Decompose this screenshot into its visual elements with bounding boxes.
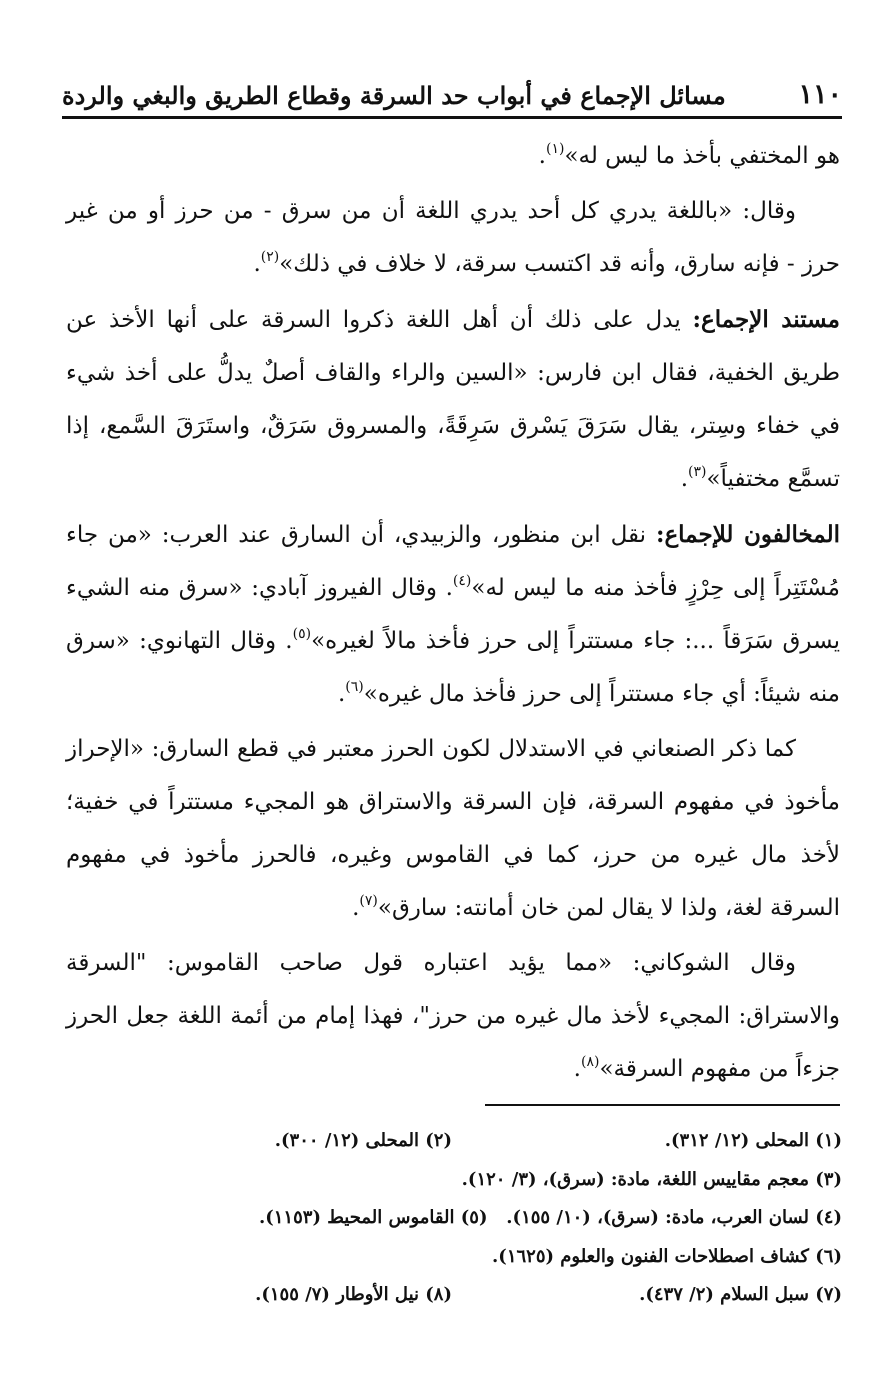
section-label: مستند الإجماع:: [692, 306, 841, 333]
footnote-row: [60, 1276, 842, 1315]
section-label: المخالفون للإجماع:: [655, 521, 841, 548]
footnote-4-5: (٤) لسان العرب، مادة: (سرق)، (١٠/ ١٥٥). (٥) القاموس المحيط (١١٥٣).: [258, 1207, 842, 1228]
paragraph-tail: .: [538, 143, 546, 169]
footnote-ref: (٨): [580, 1054, 600, 1070]
paragraph-tail: .: [337, 681, 346, 707]
running-title: مسائل الإجماع في أبواب حد السرقة وقطاع الطريق والبغي والردة: [62, 81, 726, 110]
paragraph-tail: .: [253, 251, 261, 277]
footnote-rule: [485, 1104, 840, 1106]
paragraph-text: . وقال التهانوي: «سرق منه شيئاً: أي جاء مستتراً إلى حرز فأخذ مال غيره»: [66, 628, 840, 707]
paragraph-2: [66, 185, 840, 291]
header-rule: [62, 116, 842, 119]
footnote-ref: (٤): [452, 573, 472, 589]
footnote-row: [60, 1122, 842, 1161]
page-header: [62, 70, 842, 110]
paragraph-1: [66, 130, 840, 183]
paragraph-text: كما ذكر الصنعاني في الاستدلال لكون الحرز معتبر في قطع السارق: «الإحراز مأخوذ في مفهوم السرقة، فإن السرقة والاستراق هو المجيء مستتراً في خفية؛ لأخذ مال غيره من حرز، كما في القاموس وغيره، فالحرز مأخوذ في مفهوم السرقة لغة، ولذا لا يقال لمن خان أمانته: سارق»: [66, 736, 840, 921]
paragraph-text: يدل على ذلك أن أهل اللغة ذكروا السرقة على أنها الأخذ عن طريق الخفية، فقال ابن فارس: «السين والراء والقاف أصلٌ يدلُّ على أخذ شيء في خفاء وسِتر، يقال سَرَقَ يَسْرق سَرِقَةً، والمسروق سَرَقٌ، واستَرَقَ السَّمع، إذا تسمَّع مختفياً»: [66, 307, 840, 492]
footnote-ref: (٥): [292, 626, 312, 642]
main-text: [66, 130, 840, 1098]
paragraph-5: [66, 723, 840, 935]
footnote-1: (١) المحلى (١٢/ ٣١٢).: [664, 1130, 842, 1151]
footnotes: [60, 1122, 842, 1315]
paragraph-tail: .: [352, 895, 360, 921]
paragraph-consensus-basis: [66, 293, 840, 506]
footnote-2: (٢) المحلى (١٢/ ٣٠٠).: [274, 1130, 452, 1151]
paragraph-text: وقال: «باللغة يدري كل أحد يدري اللغة أن من سرق - من حرز أو من غير حرز - فإنه سارق، وأنه قد اكتسب سرقة، لا خلاف في ذلك»: [66, 198, 840, 277]
paragraph-6: [66, 937, 840, 1096]
footnote-6: (٦) كشاف اصطلاحات الفنون والعلوم (١٦٢٥).: [492, 1245, 842, 1267]
paragraph-text: وقال الشوكاني: «مما يؤيد اعتباره قول صاحب القاموس: "السرقة والاستراق: المجيء لأخذ مال غيره من حرز"، فهذا إمام من أئمة اللغة جعل الحرز جزءاً من مفهوم السرقة»: [66, 950, 840, 1082]
page-number: ١١٠: [798, 79, 842, 110]
footnote-8: (٨) نيل الأوطار (٧/ ١٥٥).: [255, 1284, 452, 1305]
paragraph-dissenters: [66, 508, 840, 721]
footnote-7: (٧) سبل السلام (٢/ ٤٣٧).: [639, 1284, 842, 1305]
footnote-row: [60, 1161, 842, 1200]
footnote-ref: (٦): [345, 679, 364, 695]
footnote-row: [60, 1238, 842, 1277]
footnote-3: (٣) معجم مقاييس اللغة، مادة: (سرق)، (٣/ ١٢٠).: [461, 1168, 842, 1190]
paragraph-text: هو المختفي بأخذ ما ليس له»: [564, 143, 840, 169]
paragraph-tail: .: [573, 1056, 581, 1082]
footnote-ref: (٣): [688, 464, 707, 480]
footnote-row: [60, 1199, 842, 1238]
footnote-ref: (٧): [359, 893, 378, 909]
paragraph-text: نقل ابن منظور، والزبيدي، أن السارق عند العرب: «من جاء مُسْتَتِراً إلى حِرْزٍ فأخذ منه ما ليس له»: [66, 522, 840, 601]
footnote-ref: (٢): [260, 249, 280, 265]
footnote-ref: (١): [545, 141, 565, 157]
paragraph-tail: .: [680, 466, 688, 492]
paragraph-text: . وقال الفيروز آبادي: «سرق منه الشيء يسرق سَرَقاً ...: جاء مستتراً إلى حرز فأخذ مالاً لغيره»: [66, 575, 841, 654]
